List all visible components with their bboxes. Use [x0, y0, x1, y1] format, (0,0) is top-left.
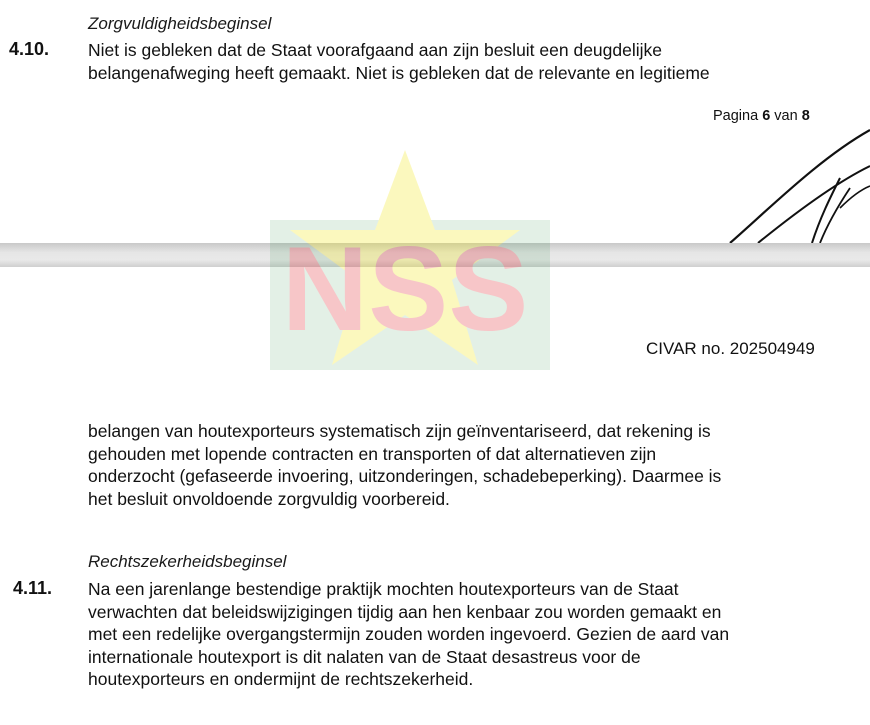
section-number-4-10: 4.10.	[9, 39, 50, 59]
watermark-text: NSS	[281, 222, 529, 356]
page-separator-gap	[0, 243, 870, 267]
text-line: houtexporteurs en ondermijnt de rechtszekerheid.	[88, 669, 474, 689]
page-current: 6	[762, 108, 771, 124]
text-line: onderzocht (gefaseerde invoering, uitzonderingen, schadebeperking). Daarmee is	[88, 466, 722, 486]
text-line: belangen van houtexporteurs systematisch zijn geïnventariseerd, dat rekening is	[88, 421, 711, 441]
text-line: met een redelijke overgangstermijn zouden worden ingevoerd. Gezien de aard van	[88, 624, 730, 644]
section-number-4-11: 4.11.	[13, 578, 53, 598]
text-line: belangenafweging heeft gemaakt. Niet is gebleken dat de relevante en legitieme	[88, 62, 710, 83]
text-line: Niet is gebleken dat de Staat voorafgaand aan zijn besluit een deugdelijke	[88, 40, 663, 60]
case-reference: CIVAR no. 202504949	[646, 339, 815, 358]
page-separator: van	[774, 108, 798, 124]
section-4-11-text	[88, 578, 729, 691]
text-line: verwachten dat beleidswijzigingen tijdig aan hen kenbaar zou worden gemaakt en	[88, 601, 722, 622]
page-total: 8	[801, 108, 810, 124]
section-heading-rechtszekerheid: Rechtszekerheidsbeginsel	[88, 552, 287, 571]
page-prefix: Pagina	[713, 108, 759, 124]
text-line: internationale houtexport is dit nalaten van de Staat desastreus voor de	[88, 646, 641, 667]
text-line: het besluit onvoldoende zorgvuldig voorbereid.	[88, 488, 450, 509]
continuation-text	[88, 420, 721, 510]
text-line: gehouden met lopende contracten en transporten of dat alternatieven zijn	[88, 443, 657, 464]
signature-scribble	[700, 118, 870, 243]
text-line: Na een jarenlange bestendige praktijk mochten houtexporteurs van de Staat	[88, 579, 679, 599]
section-heading-zorgvuldigheid: Zorgvuldigheidsbeginsel	[88, 14, 272, 33]
document-page-7	[0, 267, 870, 725]
document-page-6	[0, 0, 870, 243]
section-4-10-text	[88, 39, 710, 84]
